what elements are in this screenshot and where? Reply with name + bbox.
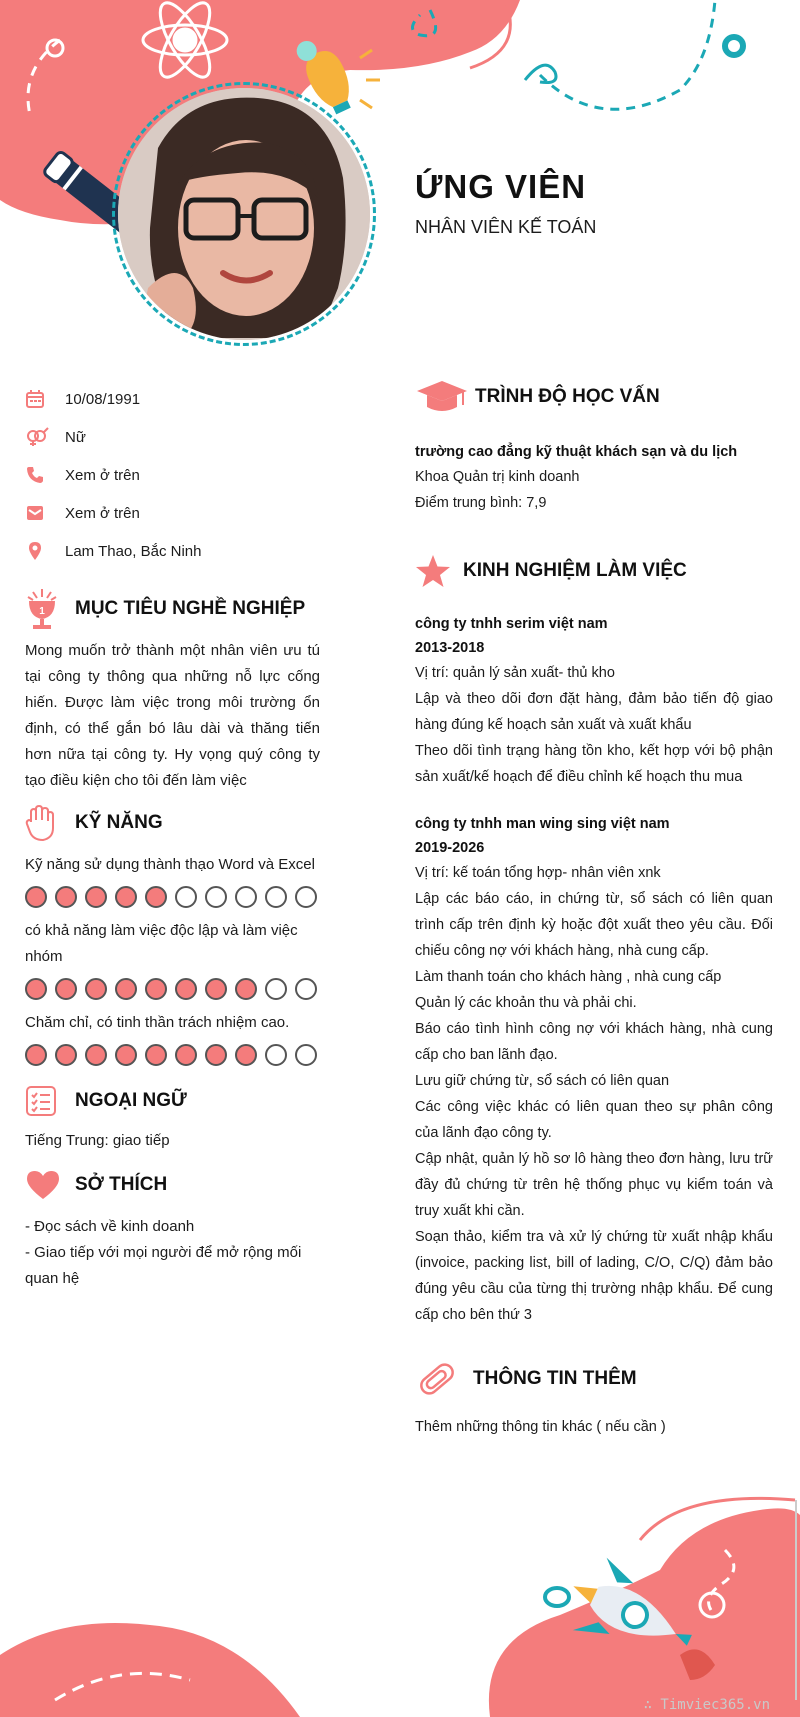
skill-dot-empty — [295, 1044, 317, 1066]
job-description-line: Các công việc khác có liên quan theo sự phân công của lãnh đạo công ty. — [415, 1099, 773, 1141]
job-description-line: Cập nhật, quản lý hồ sơ lô hàng theo đơn hàng, lưu trữ đầy đủ chứng từ trên hệ thống phục vụ kiểm toán và truy xuất khi cần. — [415, 1151, 773, 1219]
watermark: ∴ Timviec365.vn — [643, 1697, 770, 1713]
contact-phone — [25, 456, 320, 494]
teal-ring — [725, 37, 743, 55]
languages-text: Tiếng Trung: giao tiếp — [25, 1132, 170, 1149]
teal-loop — [525, 65, 556, 82]
objective-text: Mong muốn trở thành một nhân viên ưu tú tại công ty thông qua những nỗ lực cống hiến. Được làm việc trong môi trường ổn định, có thể gắn bó lâu dài và thăng tiến hơn nữa tại công ty. Hy vọng quý công ty tạo điều kiện cho tôi đến làm việc — [25, 642, 320, 789]
job-entry — [415, 612, 773, 790]
job-period: 2019-2026 — [415, 840, 485, 856]
objective-header — [25, 584, 320, 634]
skill-dot-filled — [145, 886, 167, 908]
hobbies-header — [25, 1160, 320, 1210]
skill-level-dots — [25, 978, 320, 1000]
skill-dot-empty — [265, 886, 287, 908]
job-description-line: Lập các báo cáo, in chứng từ, sổ sách có liên quan trình cấp trên định kỳ hoặc đột xuất theo yêu cầu. Đối chiếu công nợ với khách hàng, nhà cung cấp. — [415, 891, 773, 959]
skill-dot-filled — [25, 1044, 47, 1066]
job-description-line: Báo cáo tình hình công nợ với khách hàng, nhà cung cấp cho ban lãnh đạo. — [415, 1021, 773, 1063]
skill-dot-empty — [265, 978, 287, 1000]
skill-dot-filled — [235, 978, 257, 1000]
phone-text: Xem ở trên — [65, 466, 140, 484]
skill-dot-filled — [145, 978, 167, 1000]
star-icon — [415, 549, 463, 593]
calendar-icon — [25, 388, 55, 410]
skill-name: có khả năng làm việc độc lập và làm việc nhóm — [25, 922, 298, 965]
small-teal-ring — [545, 1588, 569, 1606]
job-company: công ty tnhh man wing sing việt nam — [415, 816, 670, 832]
job-entry — [415, 812, 773, 1328]
job-description-line: Làm thanh toán cho khách hàng , nhà cung cấp — [415, 969, 722, 985]
job-description-line: Vị trí: kế toán tổng hợp- nhân viên xnk — [415, 865, 661, 881]
skill-dot-empty — [295, 978, 317, 1000]
skill-dot-filled — [55, 978, 77, 1000]
experience-header — [415, 546, 773, 596]
heart-icon — [25, 1162, 69, 1208]
skill-dot-empty — [235, 886, 257, 908]
left-column — [25, 380, 320, 1292]
job-description-line: Vị trí: quản lý sản xuất- thủ kho — [415, 665, 615, 681]
languages-header — [25, 1076, 320, 1126]
skill-dot-filled — [85, 1044, 107, 1066]
gender-icon — [25, 426, 55, 448]
graduation-cap-icon — [415, 375, 475, 419]
contact-address — [25, 532, 320, 570]
bottom-left-blob — [0, 1623, 300, 1717]
skill-dot-filled — [175, 978, 197, 1000]
skill-dot-filled — [85, 978, 107, 1000]
contact-birthday — [25, 380, 320, 418]
skill-dot-filled — [85, 886, 107, 908]
job-period: 2013-2018 — [415, 640, 485, 656]
contact-gender — [25, 418, 320, 456]
skill-dot-empty — [295, 886, 317, 908]
skill-dot-filled — [235, 1044, 257, 1066]
job-description-line: Theo dõi tình trạng hàng tồn kho, kết hợp với bộ phận sản xuất/kế hoạch để điều chỉnh kế hoạch thu mua — [415, 743, 773, 785]
skill-dot-filled — [25, 978, 47, 1000]
skill-dot-filled — [145, 1044, 167, 1066]
skill-dot-filled — [205, 1044, 227, 1066]
skill-level-dots — [25, 886, 320, 908]
email-text: Xem ở trên — [65, 504, 140, 522]
objective-title: MỤC TIÊU NGHỀ NGHIỆP — [75, 598, 306, 619]
skills-list — [25, 852, 320, 1066]
avatar — [118, 88, 370, 340]
education-title: TRÌNH ĐỘ HỌC VẤN — [475, 386, 660, 407]
gender-text: Nữ — [65, 428, 86, 446]
skill-dot-filled — [25, 886, 47, 908]
skill-dot-filled — [115, 1044, 137, 1066]
skill-level-dots — [25, 1044, 320, 1066]
contact-email — [25, 494, 320, 532]
education-header — [415, 372, 773, 422]
skill-dot-empty — [265, 1044, 287, 1066]
skill-dot-filled — [205, 978, 227, 1000]
skill-dot-empty — [205, 886, 227, 908]
birthday-text: 10/08/1991 — [65, 390, 141, 408]
skill-dot-filled — [115, 978, 137, 1000]
skill-dot-filled — [55, 1044, 77, 1066]
job-description-line: Lưu giữ chứng từ, sổ sách có liên quan — [415, 1073, 670, 1089]
job-company: công ty tnhh serim việt nam — [415, 616, 608, 632]
hobby-line-1: - Đọc sách về kinh doanh — [25, 1218, 195, 1235]
paperclip-icon — [415, 1357, 473, 1401]
education-faculty: Khoa Quản trị kinh doanh — [415, 469, 580, 485]
skill-dot-empty — [175, 886, 197, 908]
candidate-name: ỨNG VIÊN — [415, 168, 587, 205]
checklist-icon — [25, 1078, 69, 1124]
hobby-line-2: - Giao tiếp với mọi người để mở rộng mối quan hệ — [25, 1244, 302, 1287]
job-description-line: Quản lý các khoản thu và phải chi. — [415, 995, 637, 1011]
extra-info-title: THÔNG TIN THÊM — [473, 1368, 637, 1389]
hand-icon — [25, 800, 69, 846]
jobs-list — [415, 612, 773, 1328]
extra-info-text: Thêm những thông tin khác ( nếu cần ) — [415, 1419, 666, 1435]
right-column — [415, 372, 773, 1440]
mail-icon — [25, 502, 55, 524]
address-text: Lam Thao, Bắc Ninh — [65, 542, 202, 560]
extra-info-header — [415, 1354, 773, 1404]
phone-icon — [25, 464, 55, 486]
location-pin-icon — [25, 540, 55, 562]
skills-header — [25, 798, 320, 848]
education-gpa: Điểm trung bình: 7,9 — [415, 495, 547, 511]
skill-name: Kỹ năng sử dụng thành thạo Word và Excel — [25, 856, 315, 873]
trophy-icon — [25, 586, 69, 632]
skill-dot-filled — [55, 886, 77, 908]
skill-dot-filled — [175, 1044, 197, 1066]
languages-title: NGOẠI NGỮ — [75, 1090, 187, 1111]
candidate-position: NHÂN VIÊN KẾ TOÁN — [415, 217, 597, 237]
skill-dot-filled — [115, 886, 137, 908]
experience-title: KINH NGHIỆM LÀM VIỆC — [463, 560, 687, 581]
svg-text:1: 1 — [39, 606, 45, 617]
job-description-line: Lập và theo dõi đơn đặt hàng, đảm bảo tiến độ giao hàng đúng kế hoạch sản xuất và xuất khẩu — [415, 691, 773, 733]
skill-name: Chăm chỉ, có tinh thần trách nhiệm cao. — [25, 1014, 290, 1031]
education-school: trường cao đẳng kỹ thuật khách sạn và du lịch — [415, 444, 738, 460]
job-description-line: Soạn thảo, kiểm tra và xử lý chứng từ xuất nhập khẩu (invoice, packing list, bill of lading, C/O, C/Q) đảm bảo đúng yêu cầu của từng thị trường nhập khẩu. Để cung cấp cho bên thứ 3 — [415, 1229, 773, 1323]
avatar-portrait — [118, 88, 370, 340]
hobbies-title: SỞ THÍCH — [75, 1174, 168, 1195]
skills-title: KỸ NĂNG — [75, 812, 163, 833]
